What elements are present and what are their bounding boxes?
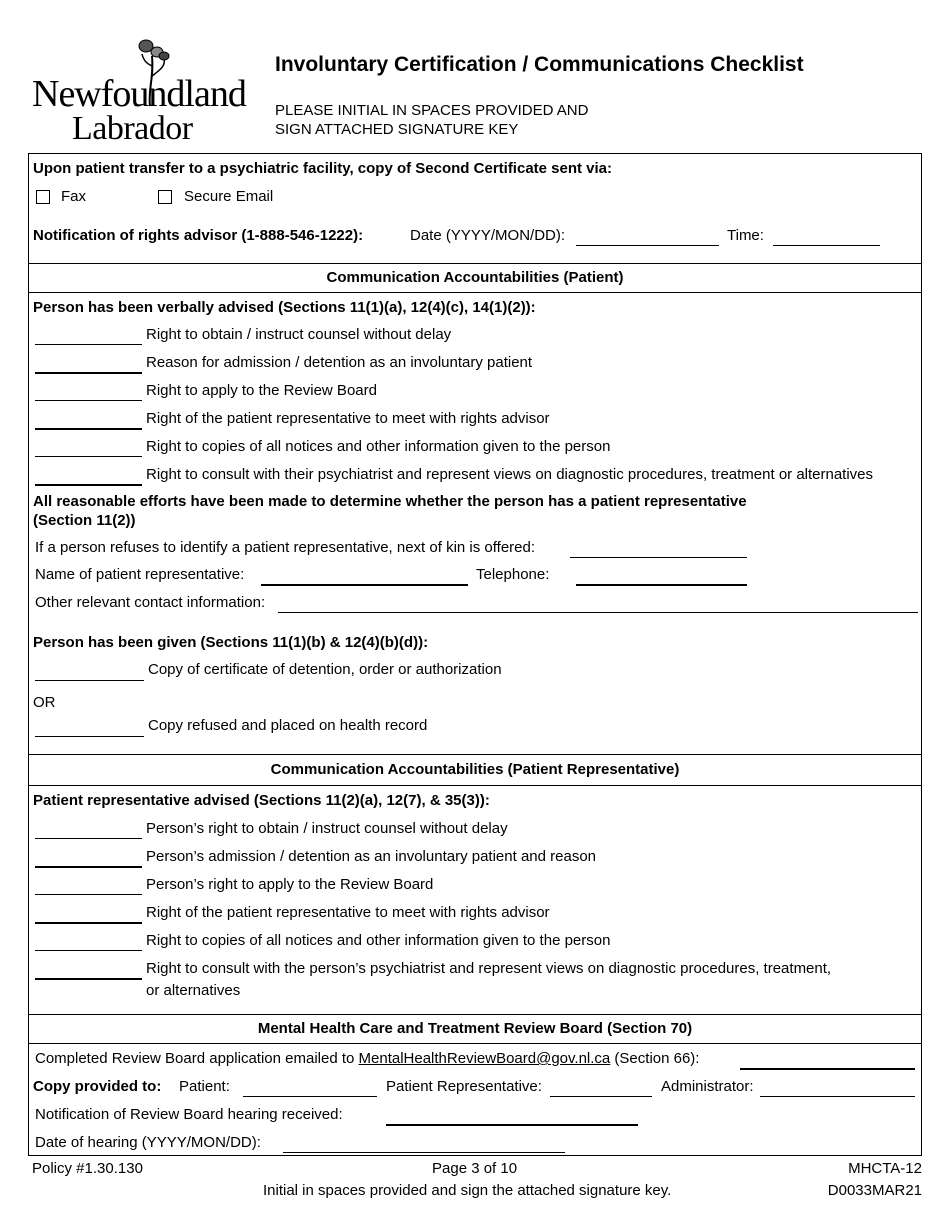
hearing-notification-field[interactable] [386,1124,638,1126]
given-item-certificate: Copy of certificate of detention, order or authorization [148,661,502,678]
initial-field-verbal-5[interactable] [35,456,142,457]
rep-name-label: Name of patient representative: [35,566,245,583]
given-heading: Person has been given (Sections 11(1)(b) & 12(4)(b)(d)): [33,634,429,651]
review-application-label [35,1050,699,1067]
initial-field-copy-refused[interactable] [35,736,144,737]
initial-field-rep-5[interactable] [35,950,142,951]
initial-field-rep-1[interactable] [35,838,142,839]
header-instruction-line2: SIGN ATTACHED SIGNATURE KEY [275,121,519,138]
copy-rep-label: Patient Representative: [386,1078,542,1095]
notification-time-field[interactable] [773,245,880,246]
rep-item: Right to consult with the person’s psychiatrist and represent views on diagnostic procedures, treatment, [146,960,832,977]
or-label: OR [33,694,56,711]
rep-item: Person’s right to apply to the Review Board [146,876,434,893]
rep-item: Person’s admission / detention as an involuntary patient and reason [146,848,597,865]
verbal-item: Right to apply to the Review Board [146,382,377,399]
rep-item-continuation: or alternatives [146,982,241,999]
initial-field-verbal-4[interactable] [35,428,142,430]
policy-number: Policy #1.30.130 [32,1160,143,1177]
other-contact-label: Other relevant contact information: [35,594,266,611]
rep-item: Right to copies of all notices and other information given to the person [146,932,611,949]
logo-wordmark-line2: Labrador [72,110,193,147]
copy-patient-label: Patient: [179,1078,230,1095]
initial-field-rep-4[interactable] [35,922,142,924]
initial-field-rep-2[interactable] [35,866,142,868]
initial-field-verbal-3[interactable] [35,400,142,401]
fax-checkbox[interactable] [36,190,50,204]
review-application-suffix: (Section 66): [610,1050,700,1067]
initial-field-verbal-1[interactable] [35,344,142,345]
rep-name-field[interactable] [261,584,468,586]
representative-heading: Patient representative advised (Sections 11(2)(a), 12(7), & 35(3)): [33,792,490,809]
page-number: Page 3 of 10 [432,1160,518,1177]
verbal-advice-heading: Person has been verbally advised (Sections 11(1)(a), 12(4)(c), 14(1)(2)): [33,299,536,316]
copy-rep-field[interactable] [550,1096,652,1097]
initial-field-rep-6[interactable] [35,978,142,980]
initial-field-rep-3[interactable] [35,894,142,895]
header-instruction-line1: PLEASE INITIAL IN SPACES PROVIDED AND [275,102,589,119]
telephone-field[interactable] [576,584,747,586]
form-code: MHCTA-12 [848,1160,922,1177]
initial-field-verbal-6[interactable] [35,484,142,486]
other-contact-field[interactable] [278,612,918,613]
secure-email-checkbox[interactable] [158,190,172,204]
hearing-date-label: Date of hearing (YYYY/MON/DD): [35,1134,261,1151]
fax-label: Fax [61,188,87,205]
copy-admin-label: Administrator: [661,1078,754,1095]
verbal-item: Right to obtain / instruct counsel without delay [146,326,452,343]
verbal-item: Reason for admission / detention as an involuntary patient [146,354,533,371]
telephone-label: Telephone: [476,566,550,583]
initial-field-verbal-2[interactable] [35,372,142,374]
document-code: D0033MAR21 [827,1182,922,1199]
rep-item: Right of the patient representative to meet with rights advisor [146,904,550,921]
initial-field-copy-certificate[interactable] [35,680,144,681]
efforts-heading-line2: (Section 11(2)) [33,512,136,529]
notification-date-field[interactable] [576,245,719,246]
copy-patient-field[interactable] [243,1096,377,1097]
review-application-field[interactable] [740,1068,915,1070]
patient-section-title: Communication Accountabilities (Patient) [326,269,624,286]
footer-instruction: Initial in spaces provided and sign the attached signature key. [263,1182,672,1199]
review-board-section-title: Mental Health Care and Treatment Review Board (Section 70) [257,1020,693,1037]
review-application-prefix: Completed Review Board application emailed to [35,1050,359,1067]
transfer-heading: Upon patient transfer to a psychiatric facility, copy of Second Certificate sent via: [33,160,613,177]
logo-wordmark-line1: Newfoundland [32,73,246,115]
rights-advisor-label: Notification of rights advisor (1-888-546-1222): [33,227,364,244]
given-item-refused: Copy refused and placed on health record [148,717,428,734]
hearing-notification-label: Notification of Review Board hearing received: [35,1106,343,1123]
next-of-kin-field[interactable] [570,557,747,558]
efforts-heading-line1: All reasonable efforts have been made to determine whether the person has a patient representative [33,493,747,510]
hearing-date-field[interactable] [283,1152,565,1153]
verbal-item: Right to consult with their psychiatrist and represent views on diagnostic procedures, treatment or alternatives [146,466,874,483]
rep-item: Person’s right to obtain / instruct counsel without delay [146,820,508,837]
notification-date-label: Date (YYYY/MON/DD): [410,227,566,244]
copy-provided-label: Copy provided to: [33,1078,162,1095]
verbal-item: Right to copies of all notices and other information given to the person [146,438,611,455]
representative-section-title: Communication Accountabilities (Patient Representative) [270,761,680,778]
verbal-item: Right of the patient representative to meet with rights advisor [146,410,550,427]
copy-admin-field[interactable] [760,1096,915,1097]
secure-email-label: Secure Email [184,188,274,205]
page-title: Involuntary Certification / Communications Checklist [275,53,804,76]
notification-time-label: Time: [727,227,764,244]
next-of-kin-label: If a person refuses to identify a patient representative, next of kin is offered: [35,539,536,556]
review-board-email-link[interactable]: MentalHealthReviewBoard@gov.nl.ca [358,1050,611,1067]
